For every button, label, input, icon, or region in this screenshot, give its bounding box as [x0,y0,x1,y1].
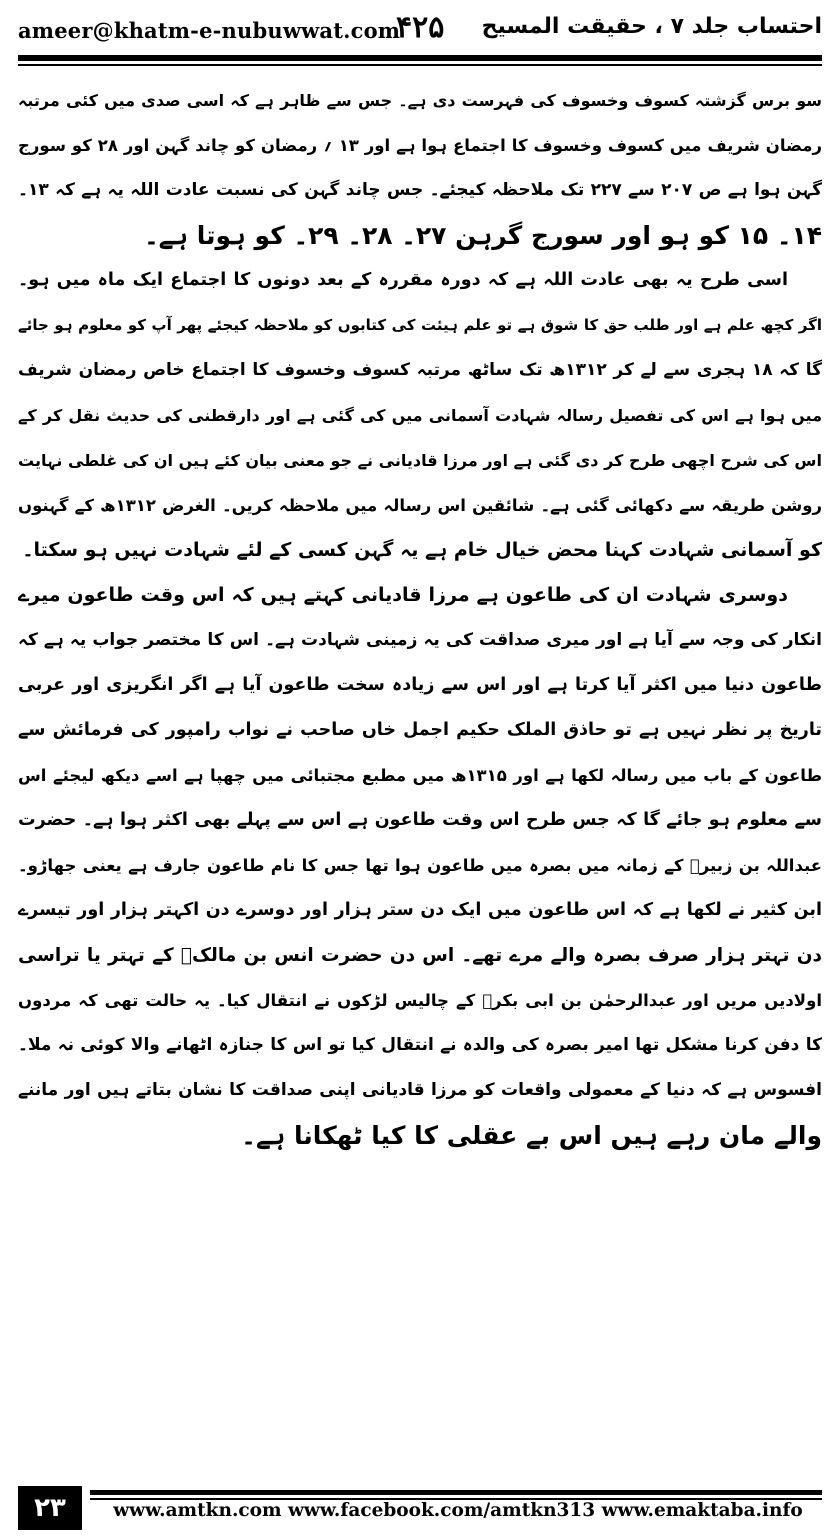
text-line: طاعون دنیا میں اکثر آیا کرتا ہے اور اس سے زیادہ سخت طاعون آیا ہے اگر انگریزی اور عربی [18,675,822,695]
text-line: دوسری شہادت ان کی طاعون ہے مرزا قادیانی کہتے ہیں کہ اس وقت طاعون میرے [18,584,788,606]
text-line: ابن کثیر نے لکھا ہے کہ اس طاعون میں ایک دن ستر ہزار اور دوسرے دن اکہتر ہزار اور تیسرے [18,900,822,920]
header-book-title: احتساب جلد ۷ ، حقیقت المسیح [481,14,822,39]
text-line: اولادیں مریں اور عبدالرحمٰن بن ابی بکرؓ کے چالیس لڑکوں نے انتقال کیا۔ یہ حالت تھی کہ مردوں [18,991,822,1010]
text-line: اگر کچھ علم ہے اور طلب حق کا شوق ہے تو علم ہیئت کی کتابوں کو ملاحظہ کیجئے پھر آپ کو معلوم ہو جائے [18,316,822,334]
page-header [18,12,822,52]
body-text [18,78,822,1158]
text-line: تاریخ پر نظر نہیں ہے تو حاذق الملک حکیم اجمل خاں صاحب نے نواب رامپور کی فرمائش سے [18,720,822,740]
text-line: میں ہوا ہے اس کی تفصیل رسالہ شہادت آسمانی میں کی گئی ہے اور دارقطنی کی حدیث نقل کر کے [18,406,822,425]
footer-links[interactable]: www.amtkn.com www.facebook.com/amtkn313 www.emaktaba.info [113,1500,803,1521]
header-rule-thick [18,55,822,61]
text-line: کا دفن کرنا مشکل تھا امیر بصرہ کی والدہ نے انتقال کیا تو اس کا جنازہ اٹھانے والا کوئی نہ ملا۔ [18,1035,822,1055]
header-rule-thin [18,64,822,66]
footer-page-number: ۲۳ [18,1486,82,1530]
text-line: طاعون کے باب میں رسالہ لکھا ہے اور ۱۳۱۵ھ میں مطبع مجتبائی میں چھپا ہے اسے دیکھ لیجئے اس [18,766,822,785]
text-line: دن تہتر ہزار صرف بصرہ والے مرے تھے۔ اس دن حضرت انس بن مالکؓ کے تہتر یا تراسی [18,945,822,966]
header-page-number: ۴۲۵ [396,10,445,45]
text-line: کو آسمانی شہادت کہنا محض خیال خام ہے یہ گہن کسی کے لئے شہادت نہیں ہو سکتا۔ [22,539,822,561]
text-line: انکار کی وجہ سے آیا ہے اور میری صداقت کی یہ زمینی شہادت ہے۔ اس کا مختصر جواب یہ ہے کہ [18,630,822,650]
text-line: عبداللہ بن زبیرؓ کے زمانہ میں بصرہ میں طاعون ہوا تھا جس کا نام طاعون جارف ہے یعنی جھاڑو۔ [18,856,822,875]
text-line: گا کہ ۱۸ ہجری سے لے کر ۱۳۱۲ھ تک ساٹھ مرتبہ کسوف وخسوف کا اجتماع خاص رمضان شریف [18,360,822,380]
text-line: اس کی شرح اچھی طرح کر دی گئی ہے اور مرزا قادیانی نے جو معنی بیان کئے ہیں ان کی غلطی نہایت [18,451,822,470]
text-line: روشن طریقہ سے دکھائی گئی ہے۔ شائقین اس رسالہ میں ملاحظہ کریں۔ الغرض ۱۳۱۲ھ کے گہنوں [18,496,822,515]
text-line: ۱۴۔ ۱۵ کو ہو اور سورج گرہن ۲۷۔ ۲۸۔ ۲۹۔ کو ہوتا ہے۔ [144,221,822,250]
text-line: اسی طرح یہ بھی عادت اللہ ہے کہ دورہ مقررہ کے بعد دونوں کا اجتماع ایک ماہ میں ہو۔ [18,270,788,290]
text-line: افسوس ہے کہ دنیا کے معمولی واقعات کو مرزا قادیانی اپنی صداقت کا نشان بتاتے ہیں اور ماننے [18,1080,822,1100]
text-line: رمضان شریف میں کسوف وخسوف کا اجتماع ہوا ہے اور ۱۳ ؍ رمضان کو چاند گہن اور ۲۸ کو سورج [18,136,822,155]
page-footer [18,1486,822,1530]
header-email[interactable]: ameer@khatm-e-nubuwwat.com [18,18,401,43]
text-line: والے مان رہے ہیں اس بے عقلی کا کیا ٹھکانا ہے۔ [241,1121,822,1150]
text-line: گہن ہوا ہے ص ۲۰۷ سے ۲۲۷ تک ملاحظہ کیجئے۔ جس چاند گہن کی نسبت عادت اللہ یہ ہے کہ ۱۳۔ [18,180,822,200]
text-line: سے معلوم ہو جائے گا کہ جس طرح اس وقت طاعون ہے اس سے پہلے بھی اکثر ہوا ہے۔ حضرت [18,810,822,830]
text-line: سو برس گزشتہ کسوف وخسوف کی فہرست دی ہے۔ جس سے ظاہر ہے کہ اسی صدی میں کئی مرتبہ [18,91,822,110]
footer-rule-thick [90,1490,822,1495]
